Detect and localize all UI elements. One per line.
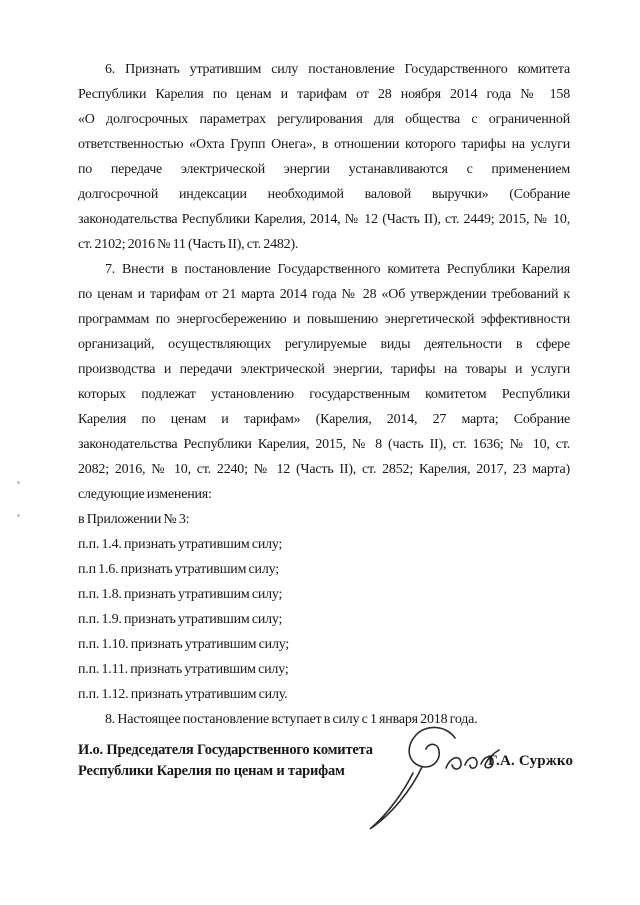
document-line: 8. Настоящее постановление вступает в силу с 1 января 2018 года. (105, 712, 478, 727)
list-item: п.п. 1.12. признать утратившим силу. (78, 687, 288, 702)
document-line: Карелия по ценам и тарифам» (Карелия, 2014, 27 марта; Собрание (78, 412, 570, 427)
list-item: в Приложении № 3: (78, 512, 190, 527)
list-item: п.п 1.6. признать утратившим силу; (78, 562, 279, 577)
document-line: 2082; 2016, № 10, ст. 2240; № 12 (Часть II), ст. 2852; Карелия, 2017, 23 марта) (78, 462, 570, 477)
document-line: программам по энергосбережению и повышению энергетической эффективности (78, 312, 570, 327)
list-item: п.п. 1.4. признать утратившим силу; (78, 537, 283, 552)
document-line: законодательства Республики Карелия, 2014, № 12 (Часть II), ст. 2449; 2015, № 10, (78, 212, 570, 227)
document-line: ст. 2102; 2016 № 11 (Часть II), ст. 2482). (78, 237, 299, 252)
amendments-list (78, 507, 570, 707)
scan-speck (17, 514, 20, 517)
document-line: «О долгосрочных параметрах регулирования для общества с ограниченной (78, 112, 570, 127)
handwritten-signature-icon (358, 722, 503, 842)
document-line: следующие изменения: (78, 487, 212, 502)
document-line: по ценам и тарифам от 21 марта 2014 года № 28 «Об утверждении требований к (78, 287, 570, 302)
list-item: п.п. 1.11. признать утратившим силу; (78, 662, 289, 677)
document-line: организаций, осуществляющих регулируемые виды деятельности в сфере (78, 337, 570, 352)
list-item: п.п. 1.9. признать утратившим силу; (78, 612, 283, 627)
document-line: ответственностью «Охта Групп Онега», в отношении которого тарифы на услуги (78, 137, 570, 152)
document-line: 6. Признать утратившим силу постановление Государственного комитета (105, 62, 570, 77)
document-line: Республики Карелия по ценам и тарифам от 28 ноября 2014 года № 158 (78, 87, 570, 102)
paragraph-7 (78, 257, 570, 507)
document-line: законодательства Республики Карелия, 2015, № 8 (часть II), ст. 1636; № 10, ст. (78, 437, 570, 452)
signatory-position-line: И.о. Председателя Государственного комитета (78, 742, 373, 758)
paragraph-6 (78, 57, 570, 257)
document-line: 7. Внести в постановление Государственного комитета Республики Карелия (105, 262, 570, 277)
list-item: п.п. 1.10. признать утратившим силу; (78, 637, 290, 652)
list-item: п.п. 1.8. признать утратившим силу; (78, 587, 283, 602)
document-body (78, 57, 570, 732)
document-line: по передаче электрической энергии устанавливаются с применением (78, 162, 570, 177)
scan-speck (17, 481, 20, 484)
document-line: долгосрочной индексации необходимой валовой выручки» (Собрание (78, 187, 570, 202)
document-line: производства и передачи электрической энергии, тарифы на товары и услуги (78, 362, 570, 377)
signature-name: Г.А. Суржко (488, 753, 574, 769)
signatory-position-line: Республики Карелия по ценам и тарифам (78, 763, 345, 779)
document-line: которых подлежат установлению государственным комитетом Республики (78, 387, 570, 402)
